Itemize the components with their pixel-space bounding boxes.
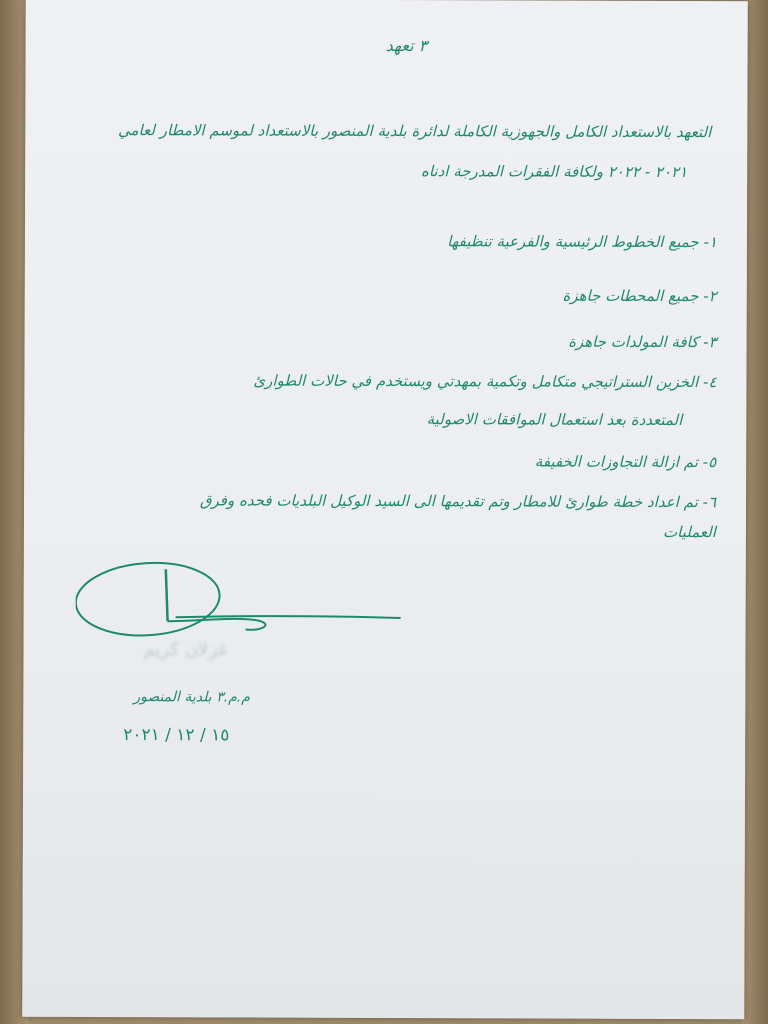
intro-line-2: ٢٠٢١ - ٢٠٢٢ ولكافة الفقرات المدرجة ادناه	[420, 162, 688, 182]
letter-title: ٣ تعهد	[385, 35, 428, 56]
list-item-1: ١- جميع الخطوط الرئيسية والفرعية تنظيفها	[447, 232, 717, 252]
list-item-2: ٢- جميع المحطات جاهزة	[562, 286, 717, 306]
list-item-5: ٥- تم ازالة التجاوزات الخفيفة	[534, 452, 717, 472]
intro-line-1: التعهد بالاستعداد الكامل والجهوزية الكاملة لدائرة بلدية المنصور بالاستعداد لموسم الامطار لعامي	[118, 121, 712, 142]
list-item-3: ٣- كافة المولدات جاهزة	[568, 332, 717, 352]
signer-line: م.م.٣ بلدية المنصور	[133, 689, 250, 706]
list-item-4-continued: المتعددة بعد استعمال الموافقات الاصولية	[426, 410, 683, 430]
list-item-6: ٦- تم اعداد خطة طوارئ للامطار وتم تقديمها الى السيد الوكيل البلديات فحده وفرق	[199, 491, 717, 512]
handwritten-signature	[76, 559, 416, 650]
letter-date: ١٥ / ١٢ / ٢٠٢١	[123, 725, 230, 746]
letter-page	[22, 0, 748, 1019]
list-item-6-continued: العمليات	[663, 522, 716, 542]
faded-name-stamp: غزلان كريم	[143, 639, 228, 661]
list-item-4: ٤- الخزين الستراتيجي متكامل وتكمية بمهدتي ويستخدم في حالات الطوارئ	[253, 371, 717, 392]
